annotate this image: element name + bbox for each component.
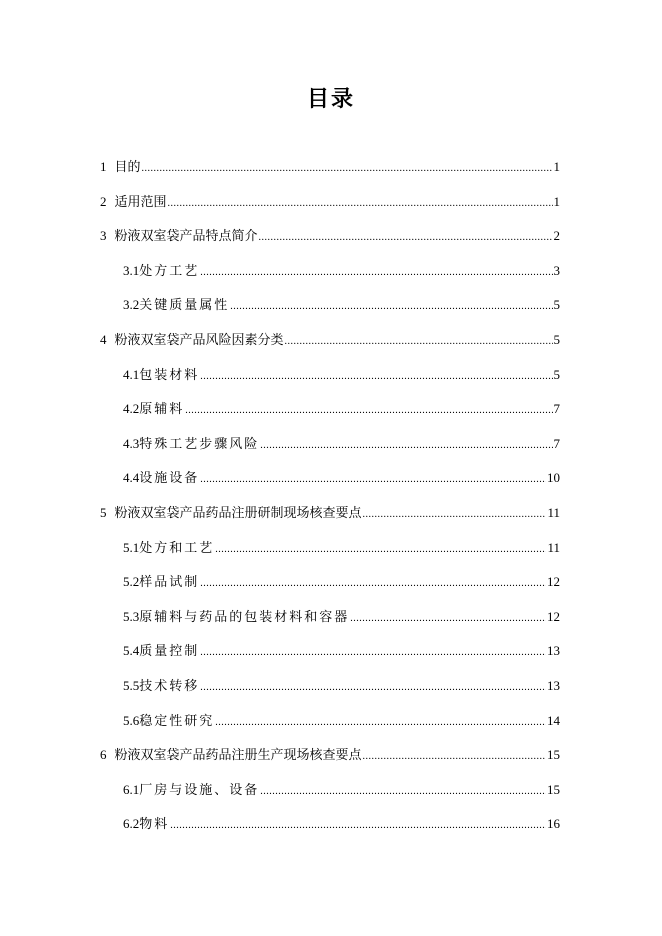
toc-entry-number: 5.6 <box>123 713 140 728</box>
toc-entry-label: 稳定性研究 <box>139 714 215 729</box>
toc-leader-dots <box>200 577 546 591</box>
toc-entry-number: 3.1 <box>123 263 140 278</box>
toc-leader-dots <box>142 162 553 176</box>
toc-entry-label: 样品试制 <box>139 575 200 590</box>
toc-entry-page-number: 11 <box>547 540 560 555</box>
toc-entry-page-number: 13 <box>547 678 560 693</box>
toc-entry-number: 5.5 <box>123 678 140 693</box>
toc-leader-dots <box>200 266 552 280</box>
toc-entry[interactable] <box>123 676 560 696</box>
toc-entry[interactable] <box>100 503 560 523</box>
toc-entry-page-number: 1 <box>553 159 560 174</box>
toc-entry[interactable] <box>123 814 560 834</box>
toc-entry-number: 4.3 <box>123 436 140 451</box>
toc-entry[interactable] <box>123 261 560 281</box>
toc-entry[interactable] <box>123 468 560 488</box>
toc-entry-number: 4 <box>100 332 107 347</box>
toc-leader-dots <box>363 508 547 522</box>
toc-leader-dots <box>350 612 546 626</box>
toc-entry-label: 粉液双室袋产品药品注册研制现场核查要点 <box>114 506 362 521</box>
toc-leader-dots <box>259 231 553 245</box>
toc-entry-page-number: 12 <box>547 609 560 624</box>
toc-leader-dots <box>363 750 546 764</box>
toc-entry-number: 3 <box>100 228 107 243</box>
toc-entry[interactable] <box>123 641 560 661</box>
toc-entry-number: 3.2 <box>123 297 140 312</box>
toc-entry-label: 特殊工艺步骤风险 <box>139 437 260 452</box>
toc-leader-dots <box>200 646 546 660</box>
toc-leader-dots <box>170 819 546 833</box>
toc-entry[interactable] <box>100 226 560 246</box>
toc-entry-number: 5 <box>100 505 107 520</box>
toc-entry[interactable] <box>100 192 560 212</box>
toc-entry-page-number: 7 <box>553 436 560 451</box>
toc-entry-label: 适用范围 <box>114 195 167 210</box>
toc-entry-number: 5.3 <box>123 609 140 624</box>
toc-entry[interactable] <box>123 295 560 315</box>
toc-entry-label: 粉液双室袋产品药品注册生产现场核查要点 <box>114 748 362 763</box>
toc-leader-dots <box>230 300 552 314</box>
toc-entry-label: 原辅料 <box>139 402 185 417</box>
toc-entry-label: 原辅料与药品的包装材料和容器 <box>139 610 350 625</box>
toc-leader-dots <box>168 197 553 211</box>
toc-entry-page-number: 11 <box>547 505 560 520</box>
toc-entry-number: 5.4 <box>123 643 140 658</box>
toc-entry-label: 质量控制 <box>139 644 200 659</box>
toc-entry-label: 包装材料 <box>139 368 200 383</box>
toc-entry-label: 处方和工艺 <box>139 541 215 556</box>
page-title: 目录 <box>306 87 355 112</box>
toc-leader-dots <box>215 716 546 730</box>
toc-entry[interactable] <box>123 711 560 731</box>
toc-entry[interactable] <box>123 365 560 385</box>
toc-entry[interactable] <box>123 434 560 454</box>
toc-entry-label: 物料 <box>139 817 170 832</box>
toc-entry-label: 处方工艺 <box>139 264 200 279</box>
toc-entry-number: 2 <box>100 194 107 209</box>
toc-leader-dots <box>185 404 552 418</box>
toc-entry-page-number: 5 <box>553 297 560 312</box>
toc-leader-dots <box>200 473 546 487</box>
toc-entry[interactable] <box>123 538 560 558</box>
toc-entry[interactable] <box>123 607 560 627</box>
toc-entry-label: 关键质量属性 <box>139 298 230 313</box>
toc-entry[interactable] <box>123 780 560 800</box>
toc-entry[interactable] <box>100 157 560 177</box>
toc-entry-page-number: 7 <box>553 401 560 416</box>
toc-entry-page-number: 5 <box>553 332 560 347</box>
toc-entry-number: 6.2 <box>123 816 140 831</box>
toc-entry-page-number: 3 <box>553 263 560 278</box>
toc-entry-label: 粉液双室袋产品风险因素分类 <box>114 333 284 348</box>
toc-entry-page-number: 5 <box>553 367 560 382</box>
toc-entry-number: 5.2 <box>123 574 140 589</box>
toc-entry-page-number: 16 <box>547 816 560 831</box>
toc-entry[interactable] <box>123 399 560 419</box>
toc-leader-dots <box>260 785 546 799</box>
toc-entry-number: 4.4 <box>123 470 140 485</box>
toc-entry-page-number: 10 <box>547 470 560 485</box>
toc-entry-number: 1 <box>100 159 107 174</box>
toc-leader-dots <box>200 681 546 695</box>
toc-entry-number: 4.1 <box>123 367 140 382</box>
toc-entry-number: 6 <box>100 747 107 762</box>
toc-leader-dots <box>215 543 546 557</box>
toc-entry-label: 技术转移 <box>139 679 200 694</box>
toc-entry-label: 目的 <box>114 160 141 175</box>
toc-entry-page-number: 14 <box>547 713 560 728</box>
toc-entry-page-number: 13 <box>547 643 560 658</box>
toc-entry[interactable] <box>100 330 560 350</box>
toc-entry-page-number: 12 <box>547 574 560 589</box>
toc-leader-dots <box>200 370 552 384</box>
toc-leader-dots <box>285 335 553 349</box>
toc-leader-dots <box>260 439 552 453</box>
toc-entry[interactable] <box>123 572 560 592</box>
toc-entry-page-number: 15 <box>547 747 560 762</box>
toc-entry-page-number: 2 <box>553 228 560 243</box>
toc-entry-label: 粉液双室袋产品特点简介 <box>114 229 258 244</box>
toc-entry-page-number: 1 <box>553 194 560 209</box>
toc-entry[interactable] <box>100 745 560 765</box>
toc-entry-label: 厂房与设施、设备 <box>139 783 260 798</box>
toc-entry-page-number: 15 <box>547 782 560 797</box>
toc-entry-number: 6.1 <box>123 782 140 797</box>
toc-entry-number: 5.1 <box>123 540 140 555</box>
toc-entry-number: 4.2 <box>123 401 140 416</box>
toc-entry-label: 设施设备 <box>139 471 200 486</box>
